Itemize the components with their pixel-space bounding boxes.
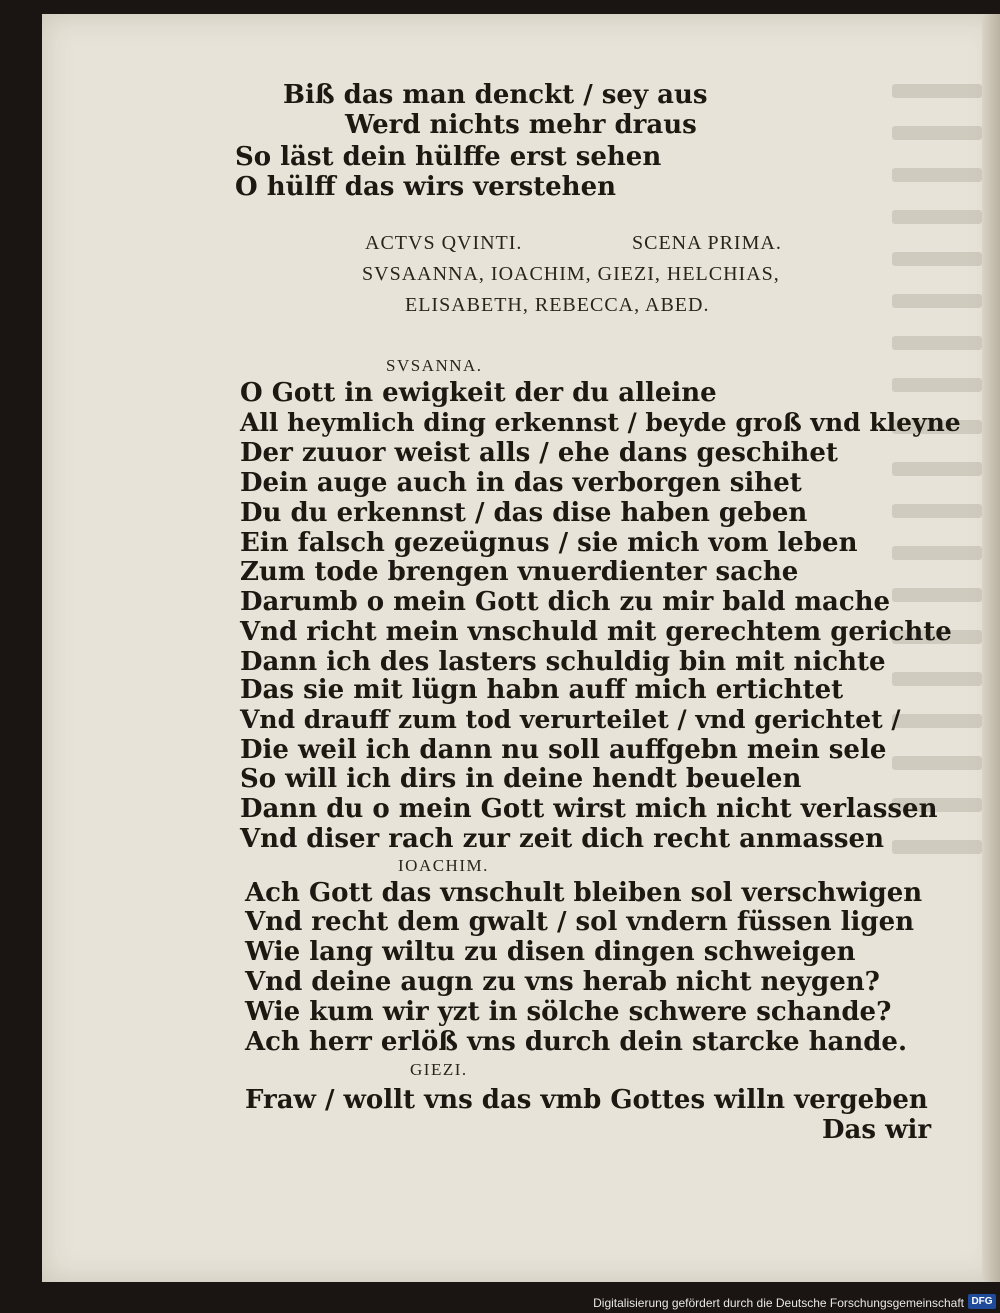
verse-line: Dann du o mein Gott wirst mich nicht verlassen <box>240 794 938 824</box>
verse-line: O hülff das wirs verstehen <box>235 172 617 202</box>
verse-line: Ach Gott das vnschult bleiben sol verschwigen <box>245 878 923 908</box>
verse-line: Werd nichts mehr draus <box>345 110 697 140</box>
show-through-text <box>892 84 982 904</box>
verse-line: Vnd drauff zum tod verurteilet / vnd gerichtet / <box>240 705 901 734</box>
persons-line: SVSAANNA, IOACHIM, GIEZI, HELCHIAS, <box>362 263 780 285</box>
funding-credit: Digitalisierung gefördert durch die Deutsche Forschungsgemeinschaft <box>593 1296 964 1310</box>
persons-line: ELISABETH, REBECCA, ABED. <box>405 294 710 316</box>
dfg-logo: DFG <box>968 1294 996 1309</box>
verse-line: Vnd deine augn zu vns herab nicht neygen? <box>245 967 880 997</box>
speaker-label: IOACHIM. <box>398 856 489 875</box>
catchword: Das wir <box>822 1115 932 1145</box>
verse-line: Du du erkennst / das dise haben geben <box>240 498 808 528</box>
verse-line: Vnd richt mein vnschuld mit gerechtem gerichte <box>240 617 952 647</box>
verse-line: Dann ich des lasters schuldig bin mit nichte <box>240 647 886 677</box>
verse-line: Der zuuor weist alls / ehe dans geschihet <box>240 438 838 468</box>
verse-line: Die weil ich dann nu soll auffgebn mein sele <box>240 735 887 765</box>
verse-line: Fraw / wollt vns das vmb Gottes willn vergeben <box>245 1085 928 1115</box>
verse-line: Dein auge auch in das verborgen sihet <box>240 468 802 498</box>
scene-heading: SCENA PRIMA. <box>632 232 782 254</box>
speaker-label: SVSANNA. <box>386 356 483 375</box>
verse-line: O Gott in ewigkeit der du alleine <box>240 378 717 408</box>
verse-line: All heymlich ding erkennst / beyde groß vnd kleyne <box>240 408 961 437</box>
verse-line: So will ich dirs in deine hendt beuelen <box>240 764 802 794</box>
verse-line: Das sie mit lügn habn auff mich ertichtet <box>240 675 844 705</box>
verse-line: Zum tode brengen vnuerdienter sache <box>240 557 799 587</box>
act-heading: ACTVS QVINTI. <box>365 232 523 254</box>
verse-line: Vnd diser rach zur zeit dich recht anmassen <box>240 824 884 854</box>
verse-line: Wie lang wiltu zu disen dingen schweigen <box>245 937 856 967</box>
page-gutter <box>982 14 1000 1282</box>
verse-line: Biß das man denckt / sey aus <box>283 80 708 110</box>
verse-line: Ein falsch gezeügnus / sie mich vom leben <box>240 528 858 558</box>
speaker-label: GIEZI. <box>410 1060 468 1079</box>
verse-line: Vnd recht dem gwalt / sol vndern füssen ligen <box>245 907 915 937</box>
verse-line: Ach herr erlöß vns durch dein starcke hande. <box>245 1027 907 1057</box>
verse-line: Wie kum wir yzt in sölche schwere schande? <box>245 997 892 1027</box>
verse-line: So läst dein hülffe erst sehen <box>235 142 662 172</box>
verse-line: Darumb o mein Gott dich zu mir bald mache <box>240 587 891 617</box>
